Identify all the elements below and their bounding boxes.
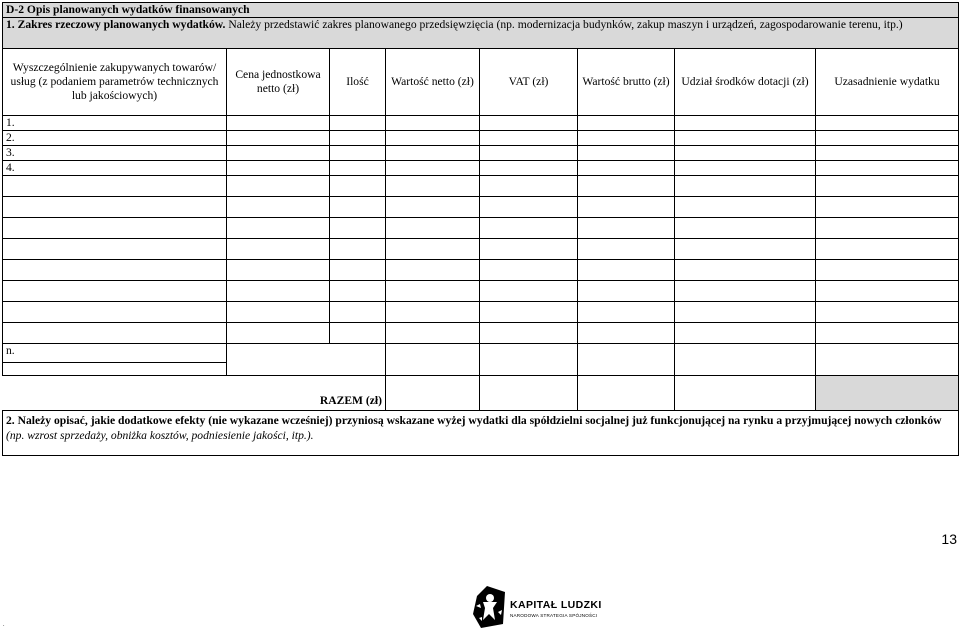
cell[interactable] xyxy=(330,239,386,260)
cell[interactable] xyxy=(227,260,330,281)
cell[interactable] xyxy=(386,323,480,344)
total-gross-value[interactable] xyxy=(578,376,675,411)
cell[interactable] xyxy=(675,218,816,239)
cell[interactable] xyxy=(330,218,386,239)
table-row xyxy=(3,239,959,260)
cell[interactable] xyxy=(816,302,959,323)
col-header-quantity xyxy=(330,49,386,116)
row-number-n-text: n. xyxy=(6,344,15,357)
col-header-item-text: Wyszczególnienie zakupywanych towarów/ usług (z podaniem parametrów technicznych lub jakościowych) xyxy=(10,61,219,102)
cell[interactable] xyxy=(578,116,675,131)
cell[interactable] xyxy=(227,302,330,323)
kapital-ludzki-emblem-icon xyxy=(471,584,507,630)
col-header-unit-price xyxy=(227,49,330,116)
cell[interactable] xyxy=(816,344,959,376)
cell[interactable] xyxy=(675,131,816,146)
section2-description xyxy=(3,411,959,456)
cell[interactable] xyxy=(675,302,816,323)
cell[interactable] xyxy=(330,260,386,281)
table-row xyxy=(3,281,959,302)
total-label-text: RAZEM (zł) xyxy=(319,394,382,407)
cell[interactable] xyxy=(816,323,959,344)
cell[interactable] xyxy=(330,323,386,344)
cell[interactable] xyxy=(675,146,816,161)
col-header-vat-text: VAT (zł) xyxy=(508,75,549,88)
table-row xyxy=(3,344,959,363)
cell[interactable] xyxy=(480,116,578,131)
row-number-3: 3. xyxy=(3,146,227,161)
table-row xyxy=(3,176,959,197)
cell[interactable] xyxy=(330,116,386,131)
cell[interactable] xyxy=(227,131,330,146)
cell[interactable] xyxy=(480,131,578,146)
cell[interactable] xyxy=(386,218,480,239)
cell[interactable] xyxy=(330,161,386,176)
cell[interactable] xyxy=(675,176,816,197)
total-justification-disabled xyxy=(816,376,959,411)
col-header-justification-text: Uzasadnienie wydatku xyxy=(834,75,940,88)
table-row xyxy=(3,197,959,218)
cell[interactable] xyxy=(386,176,480,197)
cell[interactable] xyxy=(578,176,675,197)
row-number-2: 2. xyxy=(3,131,227,146)
cell[interactable] xyxy=(480,281,578,302)
title-row xyxy=(3,3,959,18)
cell[interactable] xyxy=(578,344,675,376)
cell[interactable] xyxy=(578,218,675,239)
col-header-gross-value-text: Wartość brutto (zł) xyxy=(582,75,670,88)
section2-examples: (np. wzrost sprzedaży, obniżka kosztów, podniesienie jakości, itp.). xyxy=(6,429,314,442)
cell[interactable] xyxy=(330,176,386,197)
cell[interactable] xyxy=(3,197,227,218)
col-header-item xyxy=(3,49,227,116)
cell[interactable] xyxy=(227,146,330,161)
section2-row xyxy=(3,411,959,456)
cell[interactable] xyxy=(578,146,675,161)
page-number: 13 xyxy=(941,531,957,547)
table-row xyxy=(3,116,959,131)
cell[interactable] xyxy=(816,161,959,176)
cell[interactable] xyxy=(386,260,480,281)
cell[interactable] xyxy=(330,302,386,323)
cell[interactable] xyxy=(816,146,959,161)
total-net-value[interactable] xyxy=(386,376,480,411)
cell[interactable] xyxy=(675,239,816,260)
expenses-form-table xyxy=(2,2,959,456)
cell[interactable] xyxy=(386,161,480,176)
cell[interactable] xyxy=(578,161,675,176)
col-header-net-value-text: Wartość netto (zł) xyxy=(391,75,474,88)
logo-name: KAPITAŁ LUDZKI xyxy=(510,599,602,611)
cell[interactable] xyxy=(227,344,386,376)
cell[interactable] xyxy=(816,197,959,218)
cell[interactable] xyxy=(816,281,959,302)
cell[interactable] xyxy=(480,260,578,281)
cell[interactable] xyxy=(386,131,480,146)
cell[interactable] xyxy=(3,218,227,239)
row-number-1: 1. xyxy=(3,116,227,131)
cell[interactable] xyxy=(675,323,816,344)
col-header-quantity-text: Ilość xyxy=(346,75,369,88)
table-row xyxy=(3,260,959,281)
cell[interactable] xyxy=(816,131,959,146)
cell[interactable] xyxy=(227,281,330,302)
logo-subtitle: NARODOWA STRATEGIA SPÓJNOŚCI xyxy=(510,613,598,618)
cell[interactable] xyxy=(480,239,578,260)
cell[interactable] xyxy=(227,239,330,260)
cell[interactable] xyxy=(330,131,386,146)
cell[interactable] xyxy=(675,116,816,131)
cell[interactable] xyxy=(227,161,330,176)
table-row xyxy=(3,161,959,176)
col-header-justification xyxy=(816,49,959,116)
cell[interactable] xyxy=(3,363,227,376)
cell[interactable] xyxy=(480,302,578,323)
cell[interactable] xyxy=(227,218,330,239)
form-title: D-2 Opis planowanych wydatków finansowanych xyxy=(3,3,959,18)
total-subsidy-share[interactable] xyxy=(675,376,816,411)
col-header-vat xyxy=(480,49,578,116)
kapital-ludzki-logo xyxy=(471,584,611,630)
cell[interactable] xyxy=(675,161,816,176)
cell[interactable] xyxy=(480,197,578,218)
col-header-gross-value xyxy=(578,49,675,116)
cell[interactable] xyxy=(480,218,578,239)
cell[interactable] xyxy=(330,281,386,302)
cell[interactable] xyxy=(330,197,386,218)
table-row xyxy=(3,302,959,323)
cell[interactable] xyxy=(386,302,480,323)
section1-instructions: Należy przedstawić zakres planowanego przedsięwzięcia (np. modernizacja budynków, zakup maszyn i urządzeń, zagospodarowanie terenu, itp.) xyxy=(225,18,903,31)
cell[interactable] xyxy=(386,239,480,260)
cell[interactable] xyxy=(3,239,227,260)
cell[interactable] xyxy=(675,260,816,281)
corner-mark: . xyxy=(3,622,5,628)
cell[interactable] xyxy=(816,218,959,239)
section1-description xyxy=(3,18,959,49)
cell[interactable] xyxy=(480,176,578,197)
cell[interactable] xyxy=(227,176,330,197)
total-vat[interactable] xyxy=(480,376,578,411)
cell[interactable] xyxy=(578,281,675,302)
cell[interactable] xyxy=(675,197,816,218)
cell[interactable] xyxy=(578,131,675,146)
cell[interactable] xyxy=(816,239,959,260)
cell[interactable] xyxy=(227,116,330,131)
cell[interactable] xyxy=(578,323,675,344)
cell[interactable] xyxy=(816,116,959,131)
section2-heading: 2. Należy opisać, jakie dodatkowe efekty (nie wykazane wcześniej) przyniosą wskazane wyżej wydatki dla spółdzielni socjalnej już funkcjonującej na rynku a przyjmującej nowych członków xyxy=(6,414,942,427)
cell[interactable] xyxy=(386,197,480,218)
cell[interactable] xyxy=(816,176,959,197)
row-number-4: 4. xyxy=(3,161,227,176)
cell[interactable] xyxy=(3,260,227,281)
table-row xyxy=(3,131,959,146)
cell[interactable] xyxy=(578,239,675,260)
column-header-row xyxy=(3,49,959,116)
total-row xyxy=(3,376,959,411)
cell[interactable] xyxy=(3,323,227,344)
cell[interactable] xyxy=(675,281,816,302)
col-header-unit-price-text: Cena jednostkowa netto (zł) xyxy=(235,68,321,95)
col-header-subsidy-share-text: Udział środków dotacji (zł) xyxy=(681,75,809,88)
cell[interactable] xyxy=(480,146,578,161)
cell[interactable] xyxy=(3,176,227,197)
col-header-net-value xyxy=(386,49,480,116)
cell[interactable] xyxy=(675,344,816,376)
total-label xyxy=(3,376,386,411)
cell[interactable] xyxy=(330,146,386,161)
cell[interactable] xyxy=(816,260,959,281)
table-row xyxy=(3,146,959,161)
cell[interactable] xyxy=(480,323,578,344)
cell[interactable] xyxy=(386,146,480,161)
section1-row xyxy=(3,18,959,49)
table-row xyxy=(3,218,959,239)
cell[interactable] xyxy=(578,302,675,323)
cell[interactable] xyxy=(227,197,330,218)
cell[interactable] xyxy=(386,281,480,302)
cell[interactable] xyxy=(480,161,578,176)
cell[interactable] xyxy=(3,281,227,302)
cell[interactable] xyxy=(578,197,675,218)
col-header-subsidy-share xyxy=(675,49,816,116)
row-number-n xyxy=(3,344,227,363)
section1-heading: 1. Zakres rzeczowy planowanych wydatków. xyxy=(6,18,226,31)
cell[interactable] xyxy=(227,323,330,344)
cell[interactable] xyxy=(386,344,480,376)
cell[interactable] xyxy=(3,302,227,323)
cell[interactable] xyxy=(386,116,480,131)
table-row xyxy=(3,323,959,344)
cell[interactable] xyxy=(578,260,675,281)
cell[interactable] xyxy=(480,344,578,376)
